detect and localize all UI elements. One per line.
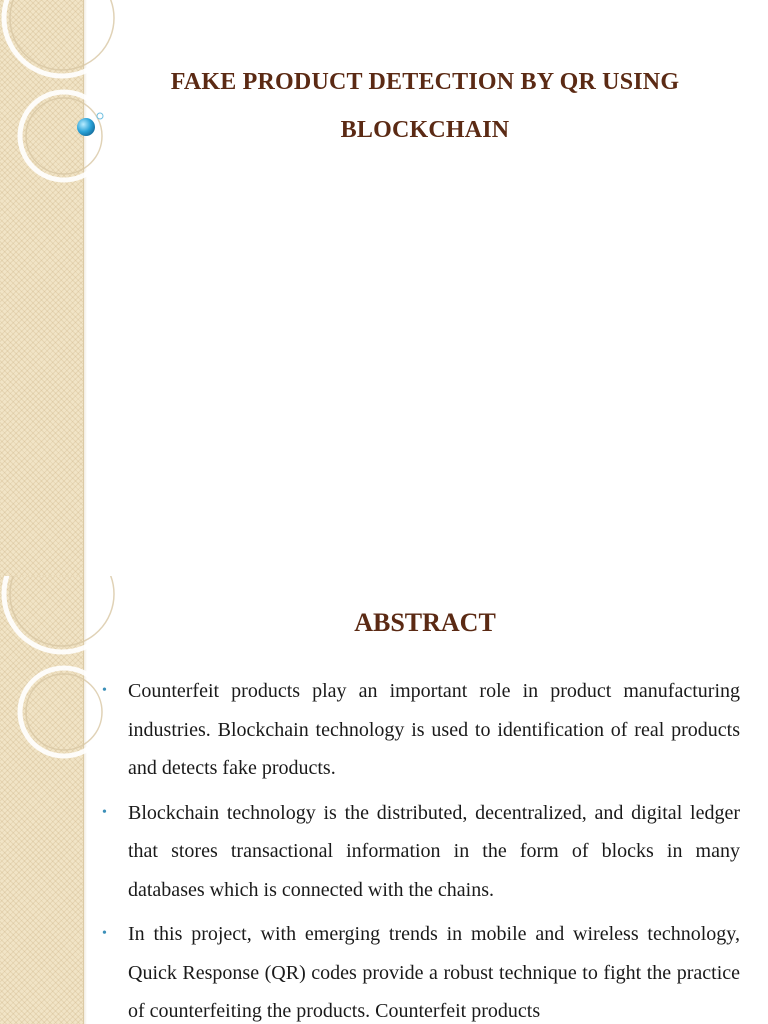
abstract-bullet-list — [100, 672, 740, 1024]
bullet-text: Blockchain technology is the distributed, decentralized, and digital ledger that stores transactional information in the form of blocks in many databases which is connected with the chains. — [128, 801, 740, 901]
small-orb-icon — [97, 113, 103, 119]
list-item — [100, 794, 740, 910]
bullet-text: Counterfeit products play an important role in product manufacturing industries. Blockchain technology is used to identification of real products and detects fake products. — [128, 680, 740, 779]
bullet-icon: • — [102, 804, 107, 820]
list-item — [100, 672, 740, 788]
list-item — [100, 915, 740, 1024]
decorative-circles — [0, 0, 120, 200]
blue-orb-icon — [77, 118, 95, 136]
abstract-heading: ABSTRACT — [354, 608, 496, 637]
slide-abstract — [0, 576, 768, 1024]
bullet-text: In this project, with emerging trends in mobile and wireless technology, Quick Response (QR) codes provide a robust technique to fight the practice of counterfeiting the products. Counterfeit products — [128, 923, 740, 1022]
bullet-icon: • — [102, 926, 107, 941]
slide-title: FAKE PRODUCT DETECTION BY QR USING BLOCKCHAIN — [170, 69, 680, 143]
bullet-icon: • — [102, 683, 107, 698]
